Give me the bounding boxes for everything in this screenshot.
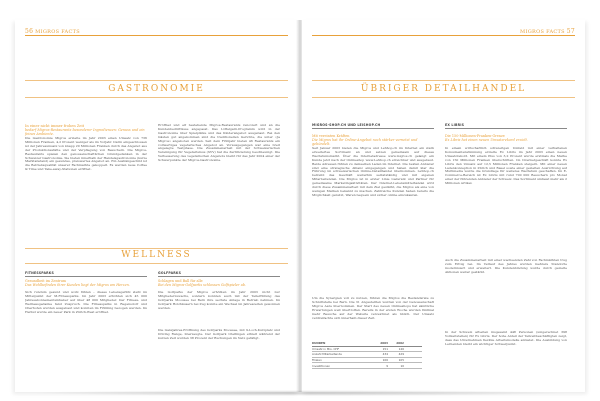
detail-rule-top: [312, 80, 575, 81]
left-page-number: 56: [25, 28, 34, 35]
ex-libris-body: In einem wirtschaftlich schwierigen Umfeld mit einer verhaltenen Konsumentenstimmung erzielte Ex Libris im Jahr 2003 einen neuen Umsatzrekord. Mit einem Plus von 3,2 Prozent wurde erstmals die Marke von 150 Millionen Franken überschritten. Im Internetgeschäft konnte Ex Libris den Umsatz auf 12,5 Millionen Franken steigern. Mit einer neuen Ladenkonzeption in Zürich und Basel sowie einer gezielten Ausrichtung auf Multimedia wurde die Grundlage für weiteres Wachstum geschaffen. Im E-Commerce-Bereich ist Ex Libris mit rund 700 000 Besuchern pro Monat einer der führenden Anbieter der Schweiz. Das Sortiment umfasst mehr als 2 Millionen Artikel.: [445, 147, 567, 186]
table-cell: 146: [398, 346, 404, 351]
table-cell: 434: [382, 352, 388, 357]
detail-rule-bottom: [312, 97, 575, 98]
golf-body-2: Die Ganzjahres-Eröffnung des Golfparks Moossee, mit 9-Loch-Kurzplatz und Driving Range, überzeugte. Der Golfpark Otelfingen erhielt während der kurzen Zeit wurden 38 Prozent der Buchungen im Netz getätigt.: [158, 329, 280, 340]
fitness-rule: [25, 276, 147, 277]
golf-kicker: Schlagen und Ball für alle: [158, 279, 203, 283]
table-row: [312, 363, 422, 369]
wellness-rule-bottom: [25, 263, 288, 264]
left-running-title: MIGROS FACTS: [35, 29, 80, 35]
left-page: [15, 20, 298, 392]
table-cell: 10: [400, 363, 404, 368]
table-cell: Investitionen: [312, 363, 331, 368]
table-cell: 106: [382, 358, 388, 363]
table-cell: 105: [398, 358, 404, 363]
table-header-cell: 2003: [380, 341, 388, 346]
fitness-body: Sich rundum gesund und wohl fühlen – dieses Lebensgefühl steht im Mittelpunkt der M-Fitnessparks. Im Jahr 2003 erhöhten sich 45 000 Jahresabonnementsinhaber auf über 48 000 Mitglieder. Der Fitness- und Wellnessgedanke fand Zuspruch. Die Fitnessparks in Regensdorf und Oberhofen wurden ausgebaut und konnten im Frühling bezogen werden. Im Herbst wurde ein neuer Park in Zürich-West eröffnet.: [25, 291, 147, 314]
ex-libris-lead: Ex Libris hat einen neuen Umsatzrekord erzielt.: [445, 138, 528, 142]
gastro-body-col2: Eröffnet und elf bestehende Migros-Restaurants renoviert und an die Kundenbedürfnisse angepasst. Das Löffelgarn-Programm wird in der Gastronomie über Spielplätze und das Kinderangebot ausgebaut. Bei den Gästen gut angekommen sind die traditionellen Gerichte, die unter «Ja Migros» angeboten werden. Seit dem Frühjahr bieten 46 Restaurants ein vollwertiges vegetarisches Angebot an. Vorausgegangen war eine breit angelegte Testphase. Die Zusammenarbeit mit der Schweizerischen Vereinigung für Vegetarismus (SVV) hat die Zertifizierung beschleunigt. Die Verbesserung des vegetarischen Angebots bleibt für das Jahr 2004 einer der Schwerpunkte der Migros-Gastronomie.: [158, 124, 280, 163]
golf-heading: GOLFPARKS: [158, 271, 182, 275]
gastro-kicker: In einer nicht immer frohen Zeit: [25, 124, 85, 128]
golf-rule: [158, 276, 280, 277]
ex-libris-body-3: In der Schweiz arbeiten insgesamt 448 Personen (umgerechnet 398 Vollzeitstellen) für Ex Libris. Der hohe Anteil der Teilzeitbeschäftigten zeigt, dass das Unternehmen flexible Arbeitsmodelle anbietet. Die Ausbildung von Lernenden bleibt ein wichtiger Schwerpunkt.: [445, 331, 567, 346]
ex-libris-rule: [445, 128, 567, 129]
spread-shadow: [30, 390, 570, 396]
migros-shop-heading: MIGROS-SHOP.CH UND LEISHOP.CH: [312, 123, 381, 127]
table-header-cell: KUNDEN: [312, 341, 326, 346]
gastro-rule-bottom: [25, 97, 288, 98]
migros-shop-rule: [312, 128, 434, 129]
gastro-body-col1: Die Gastronomie Migros erzielte im Jahr 2003 einen Umsatz von 736 Millionen Franken, 4,2 Prozent weniger als im Vorjahr. Darin eingeschlossen ist der Jahresumsatz von knapp 20 Millionen Franken durch das Angebot aus der Produktionsstätte und der Verpflegung von Besuchern. Die Migros-Restaurants spielen den genossenschaftlichen Grundgedanken in der Schweizer Gastronomie. Sie bieten innerhalb der Handelsgastronomie (kurze Marktabstand) ein gesundes, preiswertes Angebot an. Ein Aushängeschild ist die Betriebsqualität unserer Fachmarkte gekoppelt. Es werden neue Coffee & Time und Take-away-Stationen eröffnet.: [25, 137, 147, 172]
fitness-heading: FITNESSPARKS: [25, 271, 54, 275]
ex-libris-kicker: Die 150-Millionen-Franken-Grenze: [445, 134, 505, 138]
left-running-head: [25, 28, 80, 35]
wellness-rule-top: [25, 248, 288, 249]
table-cell: 151: [382, 346, 388, 351]
section-title-detailhandel: ÜBRIGER DETAILHANDEL: [360, 84, 527, 94]
section-title-wellness: WELLNESS: [121, 250, 192, 260]
migros-shop-kicker: Mit vereinten Kräften: [312, 134, 350, 138]
table-cell: Anzahl Mitarbeitende: [312, 352, 342, 357]
ex-libris-body-2: Auch die Zusammenarbeit mit einer wachsenden Zahl von Fachmärkten trug zum Erfolg bei. Im Verlauf des Jahres wurden mehrere Standorte modernisiert und erweitert. Die Kundenbindung wurde durch gezielte Aktionen weiter gestärkt.: [445, 259, 567, 274]
section-title-gastronomie: GASTRONOMIE: [108, 84, 205, 94]
right-running-head: [520, 28, 575, 35]
fitness-lead: Das Wohlbefinden ihrer Kunden liegt der Migros am Herzen.: [25, 283, 130, 287]
fitness-kicker: Gesundheit im Zentrum: [25, 279, 67, 283]
table-cell: Filialen: [312, 358, 322, 363]
table-cell: 9: [386, 363, 388, 368]
golf-body: Die Golfparks der Migros erhöhten im Jahr 2003 nicht nur Mitgliederzuwachs, sondern konnten auch mit der Teilerfüllung des Golfparks Moossee bei Bern ihre sechste Anlage in Betrieb nehmen. Im Golfpark Holzhäusern bei Zug konnte ein Wechsel im Jahreszeiten gewonnen werden.: [158, 291, 280, 310]
ex-libris-heading: EX LIBRIS: [445, 123, 465, 127]
right-running-title: MIGROS FACTS: [520, 29, 565, 35]
table-cell: Umsatz in Mio. CHF: [312, 346, 340, 351]
gastro-lead: bedarf Migros-Restaurants besonderer Ingredienzen: Genuss und ein feines Ambiente.: [25, 128, 145, 136]
migros-shop-body: Seit Januar 2003 bieten die Migros und LeShop.ch im Internet ein stark erweitertes Sortiment an und setzen gemeinsam auf dieses Wachstumsmarkt. Über die Internetadresse www.migros.ch gelangt ein Kunde jetzt nach der Onlineshop www.LeShop.ch erreichbar und ausgebaut. Beide Adressen führen zu demselben Laden im Internet. Die beiden Anbieter sind eine strategische Allianz eingegangen und haben damit klar die Führung im schweizerischen Online-Detailhandel übernommen. LeShop.ch betreibt das Geschäft weiterhin selbstständig und mit eigenen Mitarbeitenden. Die Migros ist in erster Linie Lieferant und Partner für gemeinsame Marketingaktivitäten. Der Internet-Lebensmittelhandel wird durch diese Zusammenarbeit mit dem Ziel gestärkt, die Migros als eine von wenigen Marken bekannt zu machen. Zahlreiche Kunden haben bereits die Möglichkeit genutzt, Waren bequem und sicher online einzukaufen.: [312, 147, 434, 197]
table-header-cell: 2002: [396, 341, 404, 346]
left-header-rule: [25, 35, 288, 36]
table-cell: 429: [398, 352, 404, 357]
right-page-number: 57: [566, 28, 575, 35]
migros-shop-body-2: Um die Synergien voll zu nutzen, führen die Migros die Bestandsrate zu Schnittstelle bei Bern. Die 31 Angestellten wurden von der Genossenschaft Migros Aare übernommen. Der Start des neuen Onlineshops hat sämtliche Erwartungen weit übertroffen. Bereits in der ersten Woche wurden fünfmal mehr Besuche auf der Website verzeichnet als üblich. Der Umsatz verdreifachte sich innerhalb dieser Zeit.: [312, 297, 434, 320]
ex-libris-kennzahlen-table: [312, 341, 422, 369]
right-page: [302, 20, 585, 392]
gastro-rule-top: [25, 80, 288, 81]
migros-shop-lead: Die Migros hat ihr Online-Angebot noch stärker vernetzt und gebündelt.: [312, 138, 418, 146]
golf-lead: Bei den Migros-Golfparks schlossen Golfspieler ab.: [158, 283, 246, 287]
right-header-rule: [312, 35, 575, 36]
